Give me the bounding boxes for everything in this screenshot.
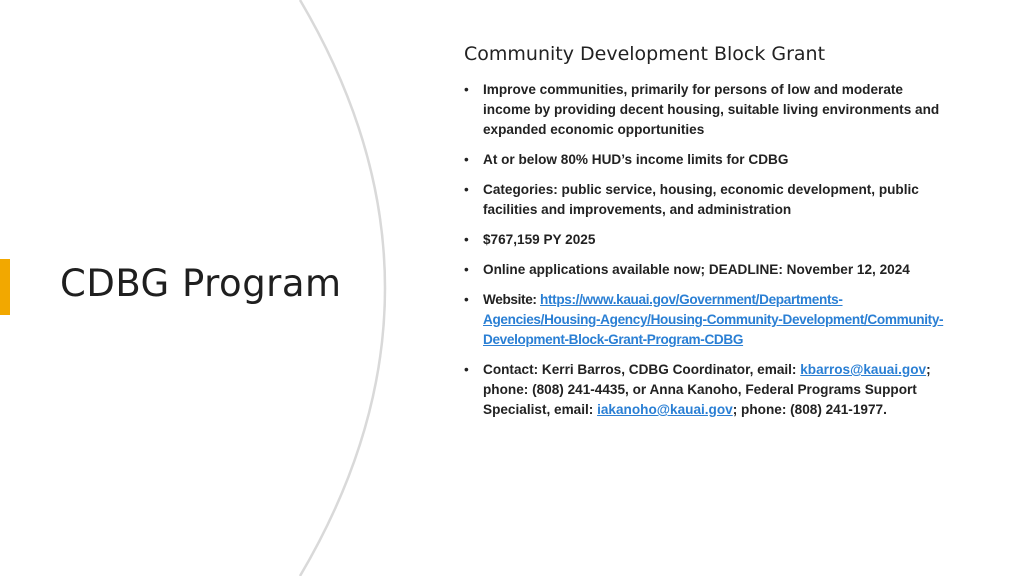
bullet-income-limits [462, 150, 952, 170]
contact-suffix: ; phone: (808) 241-1977. [732, 402, 887, 417]
bullet-text: Categories: public service, housing, economic development, public facilities and improvements, and administration [483, 182, 919, 217]
bullet-contact [462, 360, 952, 420]
bullet-marker: • [464, 262, 469, 277]
bullet-marker: • [464, 292, 469, 307]
bullet-list [462, 80, 952, 430]
bullet-text: $767,159 PY 2025 [483, 232, 596, 247]
slide-title: CDBG Program [60, 262, 342, 305]
contact-prefix: Contact: Kerri Barros, CDBG Coordinator, email: [483, 362, 801, 377]
bullet-website [462, 290, 952, 350]
contact-middle: ; phone: (808) 241-4435, or Anna Kanoho, Federal Programs Support Specialist, email: [483, 362, 931, 417]
bullet-marker: • [464, 232, 469, 247]
bullet-marker: • [464, 182, 469, 197]
bullet-deadline [462, 260, 952, 280]
bullet-marker: • [464, 362, 469, 377]
slide-subtitle: Community Development Block Grant [464, 43, 826, 65]
bullet-amount [462, 230, 952, 250]
email-link-kbarros[interactable]: kbarros@kauai.gov [800, 362, 927, 377]
website-label: Website: [483, 292, 541, 307]
email-link-iakanoho[interactable]: iakanoho@kauai.gov [597, 402, 733, 417]
bullet-purpose [462, 80, 952, 140]
accent-bar [0, 259, 10, 315]
bullet-text: Online applications available now; DEADLINE: November 12, 2024 [483, 262, 910, 277]
bullet-text: Improve communities, primarily for persons of low and moderate income by providing decent housing, suitable living environments and expanded economic opportunities [483, 82, 940, 137]
bullet-text: At or below 80% HUD’s income limits for CDBG [483, 152, 789, 167]
bullet-marker: • [464, 152, 469, 167]
bullet-marker: • [464, 82, 469, 97]
website-link[interactable]: https://www.kauai.gov/Government/Departments-Agencies/Housing-Agency/Housing-Community-Development/Community-Development-Block-Grant-Program-CDBG [483, 292, 944, 347]
bullet-categories [462, 180, 952, 220]
